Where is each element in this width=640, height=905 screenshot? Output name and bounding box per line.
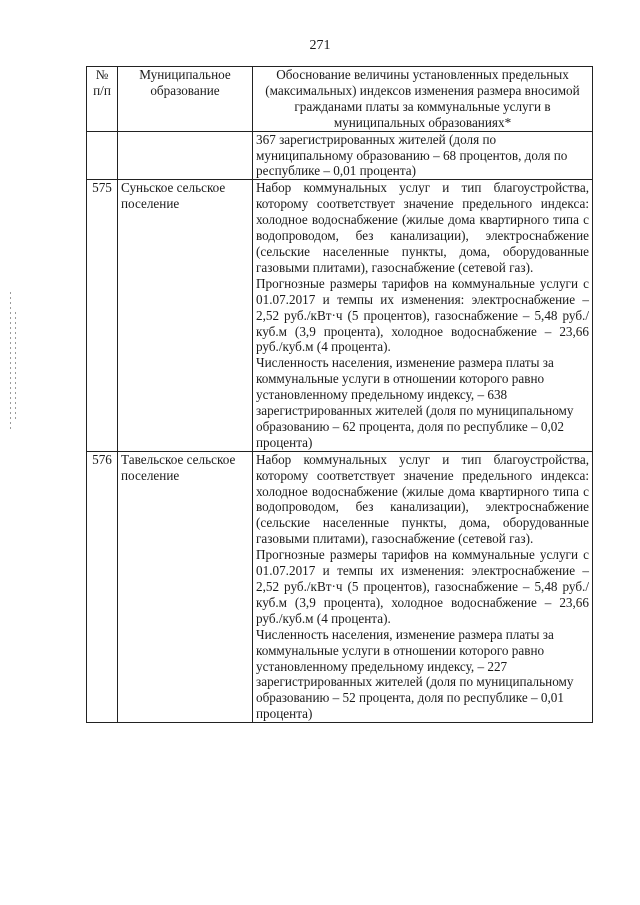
row-justification bbox=[253, 180, 593, 451]
table-row-continuation bbox=[87, 131, 593, 180]
row-municipality bbox=[118, 131, 253, 180]
row-municipality: Тавельское сельское поселение bbox=[118, 451, 253, 722]
row-justification bbox=[253, 131, 593, 180]
justification-paragraph: Прогнозные размеры тарифов на коммунальные услуги с 01.07.2017 и темпы их изменения: электроснабжение – 2,52 руб./кВт·ч (5 процентов), газоснабжение – 5,48 руб./куб.м (3,9 процента), холодное водоснабжение – 23,66 руб./куб.м (4 процента). bbox=[256, 547, 589, 626]
page-number: 271 bbox=[309, 38, 331, 53]
row-number bbox=[87, 131, 118, 180]
header-justification: Обоснование величины установленных предельных (максимальных) индексов изменения размера вносимой гражданами платы за коммунальные услуги в муниципальных образованиях* bbox=[253, 67, 593, 132]
scan-artifact-left bbox=[10, 292, 11, 432]
justification-paragraph: 367 зарегистрированных жителей (доля по муниципальному образованию – 68 процентов, доля по республике – 0,01 процента) bbox=[256, 131, 568, 179]
justification-paragraph: Набор коммунальных услуг и тип благоустройства, которому соответствует значение предельного индекса: холодное водоснабжение (жилые дома квартирного типа с водопроводом, без канализации), электроснабжение (сельские населенные пункты, дома, оборудованные газовыми плитами), газоснабжение (сетевой газ). bbox=[256, 180, 589, 275]
header-number: № п/п bbox=[87, 67, 118, 132]
justification-paragraph: Прогнозные размеры тарифов на коммунальные услуги с 01.07.2017 и темпы их изменения: электроснабжение – 2,52 руб./кВт·ч (5 процентов), газоснабжение – 5,48 руб./куб.м (3,9 процента), холодное водоснабжение – 23,66 руб./куб.м (4 процента). bbox=[256, 275, 589, 355]
table-row bbox=[87, 180, 593, 451]
table-row bbox=[87, 451, 593, 722]
header-municipality: Муниципальное образование bbox=[118, 67, 253, 132]
row-number: 576 bbox=[87, 451, 118, 722]
row-justification bbox=[253, 451, 593, 722]
tariff-index-table bbox=[86, 66, 593, 723]
row-number: 575 bbox=[87, 180, 118, 451]
table-header-row bbox=[87, 67, 593, 132]
justification-paragraph: Численность населения, изменение размера платы за коммунальные услуги в отношении которого равно установленному предельному индексу, – 227 зарегистрированных жителей (доля по муниципальному образованию – 52 процента, доля по республике – 0,01 процента) bbox=[256, 626, 574, 722]
scan-artifact-left bbox=[15, 312, 16, 422]
row-municipality: Суньское сельское поселение bbox=[118, 180, 253, 451]
justification-paragraph: Набор коммунальных услуг и тип благоустройства, которому соответствует значение предельного индекса: холодное водоснабжение (жилые дома квартирного типа с водопроводом, без канализации), электроснабжение (сельские населенные пункты, дома, оборудованные газовыми плитами), газоснабжение (сетевой газ). bbox=[256, 451, 589, 547]
justification-paragraph: Численность населения, изменение размера платы за коммунальные услуги в отношении которого равно установленному предельному индексу, – 638 зарегистрированных жителей (доля по муниципальному образованию – 62 процента, доля по республике – 0,02 процента) bbox=[256, 355, 574, 450]
